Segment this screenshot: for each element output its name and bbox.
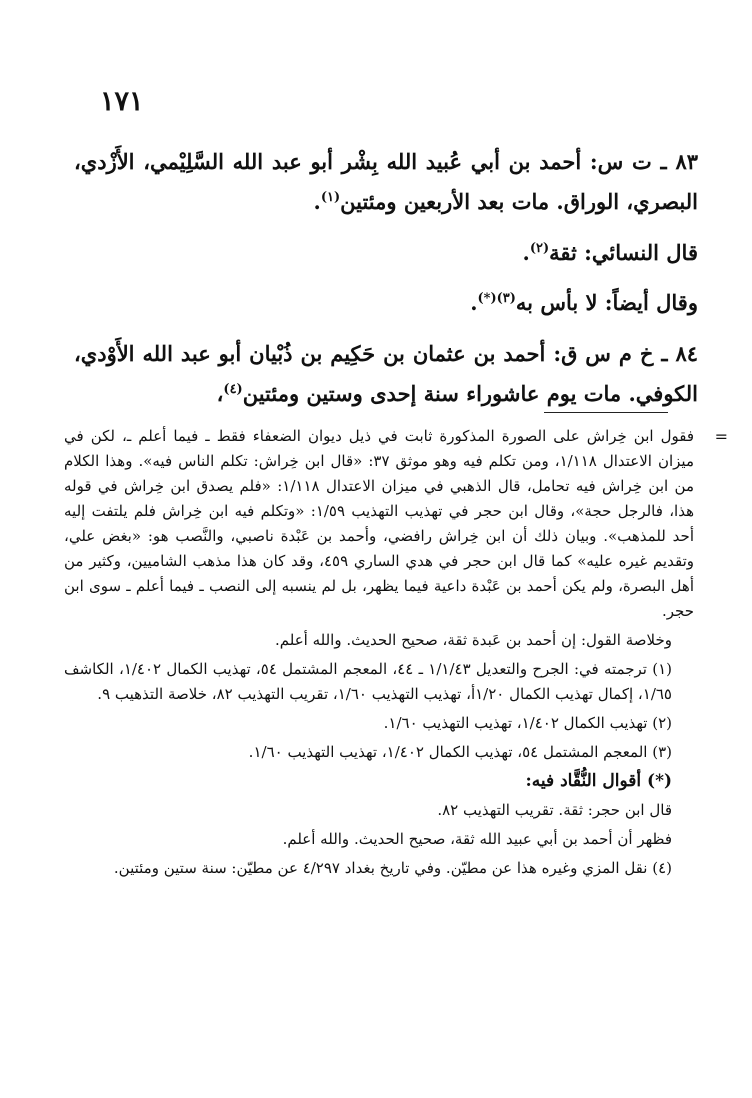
footnote-separator [544, 412, 668, 413]
entry-84 [74, 334, 698, 414]
nasai2-text: وقال أيضاً: لا بأس به [515, 290, 698, 315]
footnote-ref-2[interactable]: (٢) [529, 241, 550, 256]
critics-line-1: قال ابن حجر: ثقة. تقريب التهذيب ٨٢. [437, 801, 672, 819]
nasai2-end: . [470, 290, 478, 315]
footnote-4: (٤) نقل المزي وغيره هذا عن مطيّن. وفي تاريخ بغداد ٤/٢٩٧ عن مطيّن: سنة ستين ومئتين. [113, 859, 672, 877]
nasai-text: قال النسائي: ثقة [549, 240, 698, 265]
entry-83 [74, 142, 698, 222]
footnote-1: (١) ترجمته في: الجرح والتعديل ١/١/٤٣ ـ ٤٤، المعجم المشتمل ٥٤، تهذيب الكمال ١/٤٠٢، الكاشف ١/٦٥، إكمال تهذيب الكمال ١/٢٠أ، تهذيب التهذيب ١/٦٠، تقريب التهذيب ٨٢، خلاصة التذهيب ٩. [64, 660, 672, 703]
continuation-text: فقول ابن خِراش على الصورة المذكورة ثابت في ذيل ديوان الضعفاء فقط ـ فيما أعلم ـ، لكن في ميزان الاعتدال ١/١١٨، ومن تكلم فيه وهو موثق ٣٧: «قال ابن خِراش: تكلم الناس فيه». وهذا الكلام من ابن خِراش فيه تحامل، قال الذهبي في ميزان الاعتدال ١/١١٨: «فلم يصدق ابن خِراش في قوله هذا، فالرجل حجة»، وقال ابن حجر في تهذيب التهذيب ١/٥٩: «وتكلم فيه ابن خِراش فلم يلتفت إليه أحد للمذهب». وبيان ذلك أن ابن خِراش رافضي، وأحمد بن عَبْدة ناصبي، والنَّصب هو: «بغض علي، وتقديم غيره عليه» كما قال ابن حجر في هدي الساري ٤٥٩، وقد كان هذا مذهب الشاميين، وكثير من أهل البصرة، ولم يكن أحمد بن عَبْدة داعية فيما يظهر، بل لم ينسبه إلى النصب ـ فيما أعلم ـ سوى ابن حجر. [64, 427, 694, 620]
entry-84-text: ٨٤ ـ خ م س ق: أحمد بن عثمان بن حَكِيم بن ذُبْيان أبو عبد الله الأَوْدي، الكوفي. مات يوم عاشوراء سنة إحدى وستين ومئتين [74, 341, 698, 406]
footnote-ref-4[interactable]: (٤) [223, 382, 243, 397]
footnote-summary: وخلاصة القول: إن أحمد بن عَبدة ثقة، صحيح الحديث. والله أعلم. [275, 631, 672, 649]
entry-84-end: ، [216, 381, 224, 406]
footnote-3: (٣) المعجم المشتمل ٥٤، تهذيب الكمال ١/٤٠٢، تهذيب التهذيب ١/٦٠. [248, 743, 672, 761]
critics-heading: (*) أقوال النُّقَّاد فيه: [525, 771, 672, 791]
entry-83-text: ٨٣ ـ ت س: أحمد بن أبي عُبيد الله بِشْر أبو عبد الله السَّلِيْمي، الأَزْدي، البصري، الوراق. مات بعد الأربعين ومئتين [74, 149, 698, 214]
main-text [74, 142, 698, 426]
footnote-ref-3[interactable]: (٣)(*) [477, 291, 516, 306]
footnote-continuation [64, 424, 728, 624]
critics-line-2: فظهر أن أحمد بن أبي عبيد الله ثقة، صحيح الحديث. والله أعلم. [282, 830, 672, 848]
nasai-statement [74, 234, 698, 272]
footnote-ref-1[interactable]: (١) [320, 190, 341, 205]
footnote-2: (٢) تهذيب الكمال ١/٤٠٢، تهذيب التهذيب ١/٦٠. [383, 714, 672, 732]
nasai-end: . [522, 240, 530, 265]
nasai-statement-2 [74, 284, 698, 322]
entry-83-end: . [313, 189, 321, 214]
continuation-mark: = [714, 427, 728, 446]
footnotes-section [64, 424, 728, 885]
page-number: ١٧١ [100, 86, 144, 117]
